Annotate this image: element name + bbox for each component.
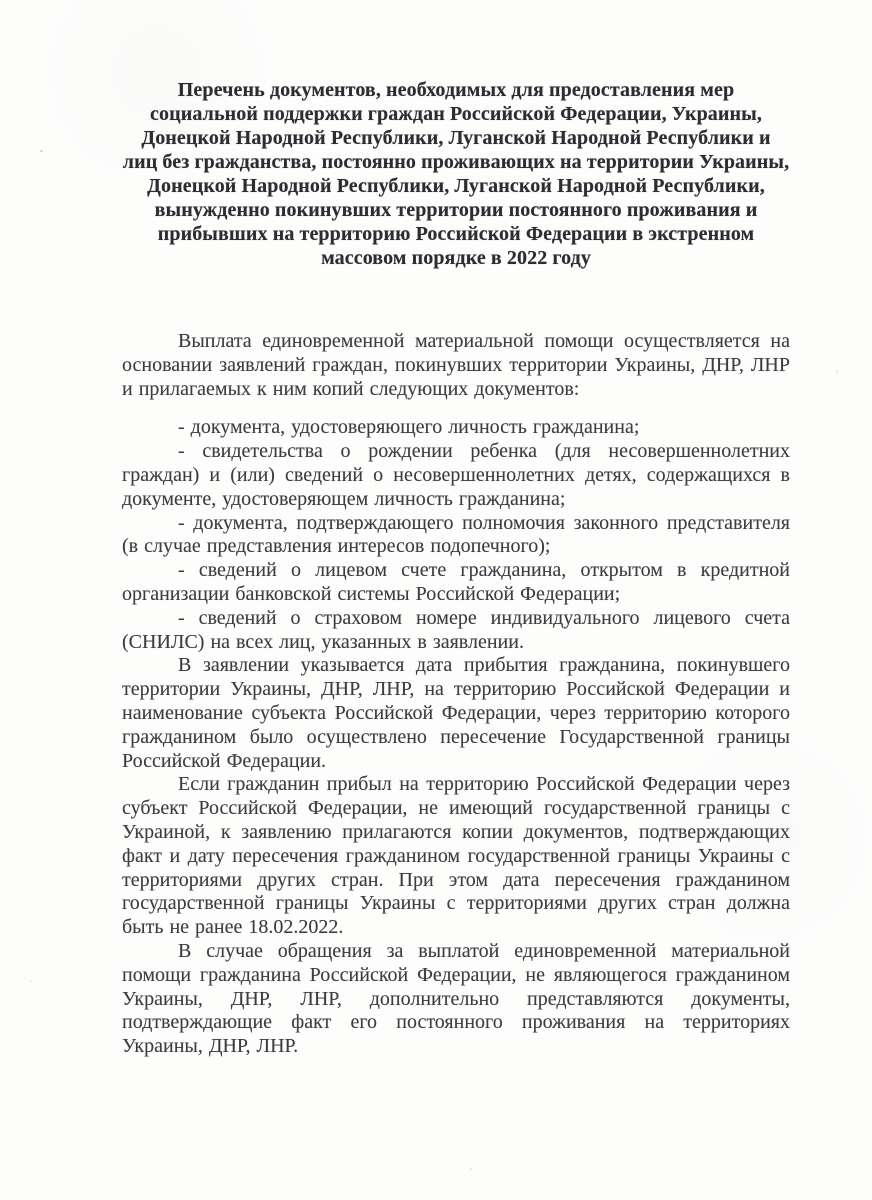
document-title: Перечень документов, необходимых для предоставления мер социальной поддержки граждан Российской Федерации, Украины, Донецкой Народной Республики, Луганской Народной Республики и лиц без гражданства, постоянно проживающих на территории Украины, Донецкой Народной Республики, Луганской Народной Республики, вынужденно покинувших территории постоянного проживания и прибывших на территорию Российской Федерации в экстренном массовом порядке в 2022 году	[122, 79, 790, 269]
list-item: - свидетельства о рождении ребенка (для несовершеннолетних граждан) и (или) сведений о несовершеннолетних детях, содержащихся в документе, удостоверяющем личность гражданина;	[122, 440, 790, 510]
list-item: - сведений о лицевом счете гражданина, открытом в кредитной организации банковской системы Российской Федерации;	[122, 559, 790, 605]
list-item: - документа, подтверждающего полномочия законного представителя (в случае представления интересов подопечного);	[122, 511, 790, 558]
scan-speckle	[470, 1168, 472, 1170]
document-body	[122, 330, 790, 1059]
body-paragraph: В случае обращения за выплатой единовременной материальной помощи гражданина Российской Федерации, не являющегося гражданином Украины, ДНР, ЛНР, дополнительно представляются документы, подтверждающие факт его постоянного проживания на территориях Украины, ДНР, ЛНР.	[122, 939, 790, 1058]
body-paragraph: Если гражданин прибыл на территорию Российской Федерации через субъект Российской Федерации, не имеющий государственной границы с Украиной, к заявлению прилагаются копии документов, подтверждающих факт и дату пересечения гражданином государственной границы Украины с территориями других стран. При этом дата пересечения гражданином государственной границы Украины с территориями других стран должна быть не ранее 18.02.2022.	[122, 773, 790, 939]
documents-list	[122, 416, 790, 654]
scan-speckle	[40, 150, 43, 152]
document-content	[122, 78, 790, 1059]
body-paragraph: В заявлении указывается дата прибытия гражданина, покинувшего территории Украины, ДНР, ЛНР, на территорию Российской Федерации и наименование субъекта Российской Федерации, через территорию которого гражданином было осуществлено пересечение Государственной границы Российской Федерации.	[122, 654, 790, 772]
list-item: - документа, удостоверяющего личность гражданина;	[178, 416, 640, 439]
scan-speckle	[836, 370, 838, 373]
scan-speckle	[30, 980, 32, 982]
intro-paragraph: Выплата единовременной материальной помощи осуществляется на основании заявлений граждан, покинувших территории Украины, ДНР, ЛНР и прилагаемых к ним копий следующих документов:	[122, 330, 790, 400]
list-item: - сведений о страховом номере индивидуального лицевого счета (СНИЛС) на всех лиц, указанных в заявлении.	[122, 606, 790, 653]
